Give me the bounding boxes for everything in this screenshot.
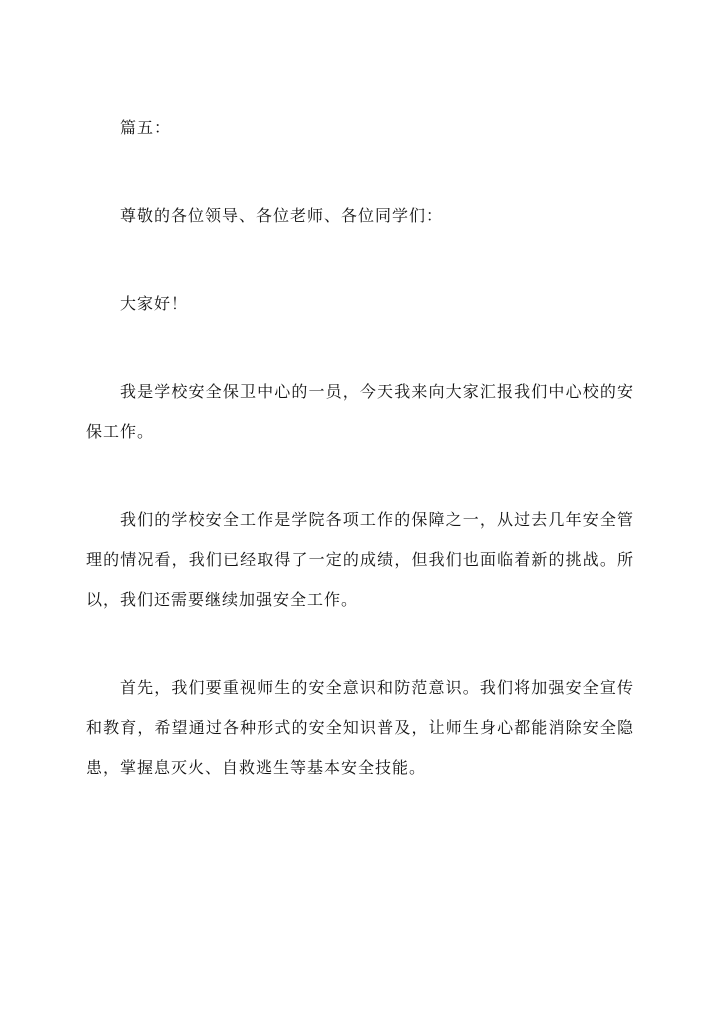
paragraph-gap	[86, 452, 634, 500]
paragraph-gap	[86, 324, 634, 372]
paragraph-first-point: 首先，我们要重视师生的安全意识和防范意识。我们将加强安全宣传和教育，希望通过各种形式的安全知识普及，让师生身心都能消除安全隐患，掌握息灭火、自救逃生等基本安全技能。	[86, 678, 634, 777]
section-heading: 篇五：	[120, 118, 172, 137]
paragraph-gap	[86, 236, 634, 284]
greeting: 大家好！	[120, 294, 189, 313]
document-body	[86, 108, 634, 788]
paragraph-intro: 我是学校安全保卫中心的一员，今天我来向大家汇报我们中心校的安保工作。	[86, 382, 634, 441]
paragraph-gap	[86, 148, 634, 196]
paragraph-gap	[86, 620, 634, 668]
salutation: 尊敬的各位领导、各位老师、各位同学们：	[120, 206, 444, 225]
paragraph-overview: 我们的学校安全工作是学院各项工作的保障之一，从过去几年安全管理的情况看，我们已经取得了一定的成绩，但我们也面临着新的挑战。所以，我们还需要继续加强安全工作。	[86, 510, 634, 609]
